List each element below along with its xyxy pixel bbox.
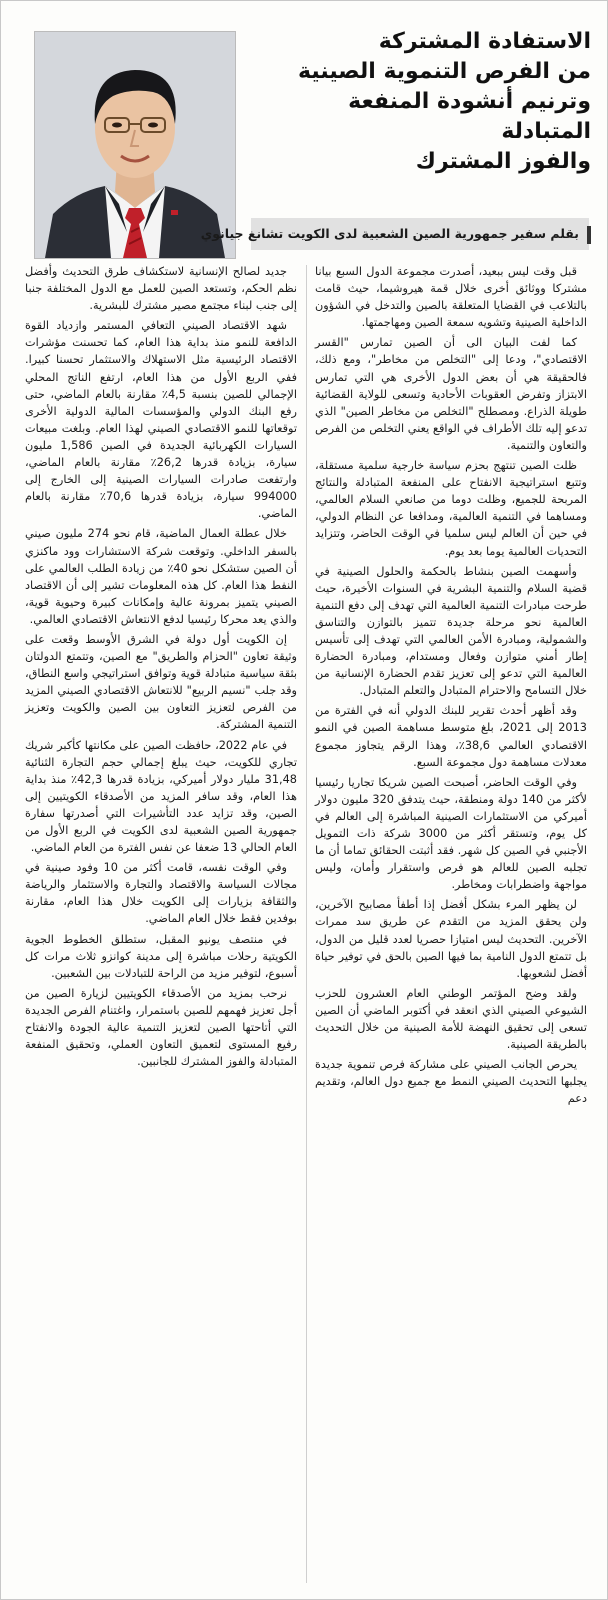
paragraph: كما لفت البيان الى أن الصين تمارس "القسر الاقتصادي"، ودعا إلى "التخلص من مخاطر"، ومع ذلك، فالحقيقة هي أن بعض الدول الأخرى هي التي تمارس الابتزاز وتفرض العقوبات الأحادية وتسعى للولاية القضائية طويلة الذراع. ومصطلح "التخلص من مخاطر الصين" الذي تدعو إليه تلك الأطراف في الواقع يعني التخلص من الفرص والتعاون والتنمية. xyxy=(315,336,587,452)
headline-line-3: وترنيم أنشودة المنفعة المتبادلة xyxy=(348,89,591,144)
paragraph: جديد لصالح الإنسانية لاستكشاف طرق التحديث وأفضل نظم الحكم، وتستعد الصين للعمل مع الدول المختلفة جنبا إلى جنب لبناء مجتمع مصير مشترك للبشرية. xyxy=(25,265,297,313)
paragraph: خلال عطلة العمال الماضية، قام نحو 274 مليون صيني بالسفر الداخلي. وتوقعت شركة الاستشارات وود ماكنزي أن الصين ستشكل نحو 40٪ من زيادة الطلب العالمي على النفط هذا العام. كل هذه المعلومات تشير إلى أن الاقتصاد الصيني يتميز بمرونة عالية وإمكانات كبيرة وحيوية قوية، والذي يعد محركا رئيسيا لدفع الانتعاش الاقتصادي العالمي. xyxy=(25,527,297,626)
paragraph: ظلت الصين تنتهج بحزم سياسة خارجية سلمية مستقلة، وتتبع استراتيجية الانفتاح على المنفعة المتبادلة والنتائج المربحة للجميع، وظلت دوما من صانعي السلام العالمي، ومساهما في التنمية العالمية، ومدافعا عن النظام الدولي، في حين أن العالم ليس سلميا في الوقت الحاضر، وتتزايد التحديات العالمية يوما بعد يوم. xyxy=(315,459,587,558)
byline-accent-mark xyxy=(587,226,591,244)
paragraph: نرحب بمزيد من الأصدقاء الكويتيين لزيارة الصين من أجل تعزيز فهمهم للصين باستمرار، واغتنام الفرص الجديدة التي أتاحتها الصين لتعزيز التنمية عالية الجودة والانفتاح رفيع المستوى لتعميق التعاون العملي، وتحقيق المنفعة المتبادلة والفوز المشترك للجانبين. xyxy=(25,986,297,1069)
paragraph: وأسهمت الصين بنشاط بالحكمة والحلول الصينية في قضية السلام والتنمية البشرية في السنوات الأخيرة، حيث طرحت مبادرات التنمية العالمية التي تهدف إلى دفع التنمية العالمية نحو مرحلة جديدة تتميز بالتوازن والتناسق والشمولية، ومبادرة الأمن العالمي التي تهدف إلى تأسيس إطار أمني متوازن وفعال ومستدام، ومبادرة الحضارة العالمية التي تدعو إلى تعزيز تقدم الحضارة الإنسانية من خلال التسامح والاحترام المتبادل والتعلم المتبادل. xyxy=(315,564,587,698)
paragraph: في منتصف يونيو المقبل، ستطلق الخطوط الجوية الكويتية رحلات مباشرة إلى مدينة كوانزو ثلاث مرات كل أسبوع، لتوفير مزيد من الراحة للتبادلات بين الشعبين. xyxy=(25,932,297,980)
paragraph: ولقد وضح المؤتمر الوطني العام العشرون للحزب الشيوعي الصيني الذي انعقد في أكتوبر الماضي أن الصين تسعى إلى تحقيق النهضة للأمة الصينية من خلال التحديث بالطريقة الصينية. xyxy=(315,986,587,1052)
headline-line-4: والفوز المشترك xyxy=(415,149,591,174)
paragraph: يحرص الجانب الصيني على مشاركة فرص تنموية جديدة يجلبها التحديث الصيني النمط مع جميع دول العالم، وتقديم دعم xyxy=(315,1058,587,1106)
headline-line-1: الاستفادة المشتركة xyxy=(378,29,591,54)
paragraph: وقد أظهر أحدث تقرير للبنك الدولي أنه في الفترة من 2013 إلى 2021، بلغ متوسط مساهمة الصين في النمو الاقتصادي العالمي 38,6٪، وهذا الرقم يتجاوز مجموع معدلات مساهمة دول مجموعة السبع. xyxy=(315,704,587,769)
paragraph: إن الكويت أول دولة في الشرق الأوسط وقعت على وثيقة تعاون "الحزام والطريق" مع الصين، وتتمتع الدولتان بثقة سياسية متبادلة قوية وتوافق استراتيجي واسع النطاق، وقد جلب "نسيم الربيع" للانتعاش الاقتصادي الصيني المزيد من الفرص لتعزيز التعاون بين الصين والكويت وتعزيز التنمية المشتركة. xyxy=(25,632,297,732)
article-column-right xyxy=(315,263,587,1583)
paragraph: قبل وقت ليس ببعيد، أصدرت مجموعة الدول السبع بيانا مشتركا ووثائق أخرى خلال قمة هيروشيما، حيث قامت بالتلاعب في القضايا المتعلقة بالصين والتدخل في الشؤون الداخلية الصينية وتشويه سمعة الصين ومهاجمتها. xyxy=(315,265,587,330)
article-column-left xyxy=(25,263,297,1583)
headline-line-2: من الفرص التنموية الصينية xyxy=(298,59,591,84)
article-headline xyxy=(251,27,591,177)
paragraph: وفي الوقت نفسه، قامت أكثر من 10 وفود صينية في مجالات السياسة والاقتصاد والتجارة والاستثمار والرياضة والثقافة بزيارات إلى الكويت خلال هذا العام، مقارنة بوفدين فقط خلال العام الماضي. xyxy=(25,861,297,926)
paragraph: وفي الوقت الحاضر، أصبحت الصين شريكا تجاريا رئيسيا لأكثر من 140 دولة ومنطقة، حيث يتدفق 320 مليون دولار أميركي من الاستثمارات الصينية المباشرة إلى العالم في كل يوم، وتستقر أكثر من 3000 شركة ذات التمويل الأجنبي في الصين كل شهر. فقد أثبتت الحقائق تماما أن ما تجلبه الصين للعالم هو فرص واستقرار وأمان، وليس مواجهة واضطرابات ومخاطر. xyxy=(315,775,587,892)
paragraph: في عام 2022، حافظت الصين على مكانتها كأكبر شريك تجاري للكويت، حيث يبلغ إجمالي حجم التجارة الثنائية 31,48 مليار دولار أميركي، بزيادة قدرها 42,3٪ منذ بداية هذا العام، وقد سافر المزيد من الأصدقاء الكويتيين إلى الصين، وقد تزايد عدد التأشيرات التي أصدرتها سفارة جمهورية الصين الشعبية لدى الكويت في الربع الأول من العام الحالي 13 ضعفا عن نفس الفترة من العام الماضي. xyxy=(25,738,297,855)
paragraph: لن يظهر المرء بشكل أفضل إذا أطفأ مصابيح الآخرين، ولن يحقق المزيد من التقدم عن طريق سد ممرات الآخرين. التحديث ليس امتيازا حصريا لعدد قليل من الدول، بل تتمتع الدول النامية بما فيها الصين بالحق في توفير حياة أفضل لشعوبها. xyxy=(315,898,587,980)
author-byline: بقلم سفير جمهورية الصين الشعبية لدى الكويت تشانغ جيانوي xyxy=(251,218,589,250)
column-divider xyxy=(306,265,307,1583)
paragraph: شهد الاقتصاد الصيني التعافي المستمر وازدياد القوة الدافعة للنمو منذ بداية هذا العام، كما تحسنت مؤشرات الاقتصاد الرئيسية مثل الاستهلاك والاستثمار تحسنا كبيرا. ففي الربع الأول من هذا العام، ارتفع الناتج المحلي الإجمالي للصين بنسبة 4,5٪ مقارنة بالعام الماضي، حتى رفع البنك الدولي والمؤسسات المالية الدولية الأخرى توقعاتها للنمو الاقتصادي الصيني لهذا العام. وبلغت مبيعات السيارات الكهربائية الجديدة في الصين 1,586 مليون سيارة، بزيادة قدرها 26,2٪ مقارنة بالعام الماضي، وارتفعت صادرات السيارات الصينية إلى الخارج إلى 994000 سيارة، بزيادة قدرها 70,6٪ مقارنة بالعام الماضي. xyxy=(25,319,297,521)
